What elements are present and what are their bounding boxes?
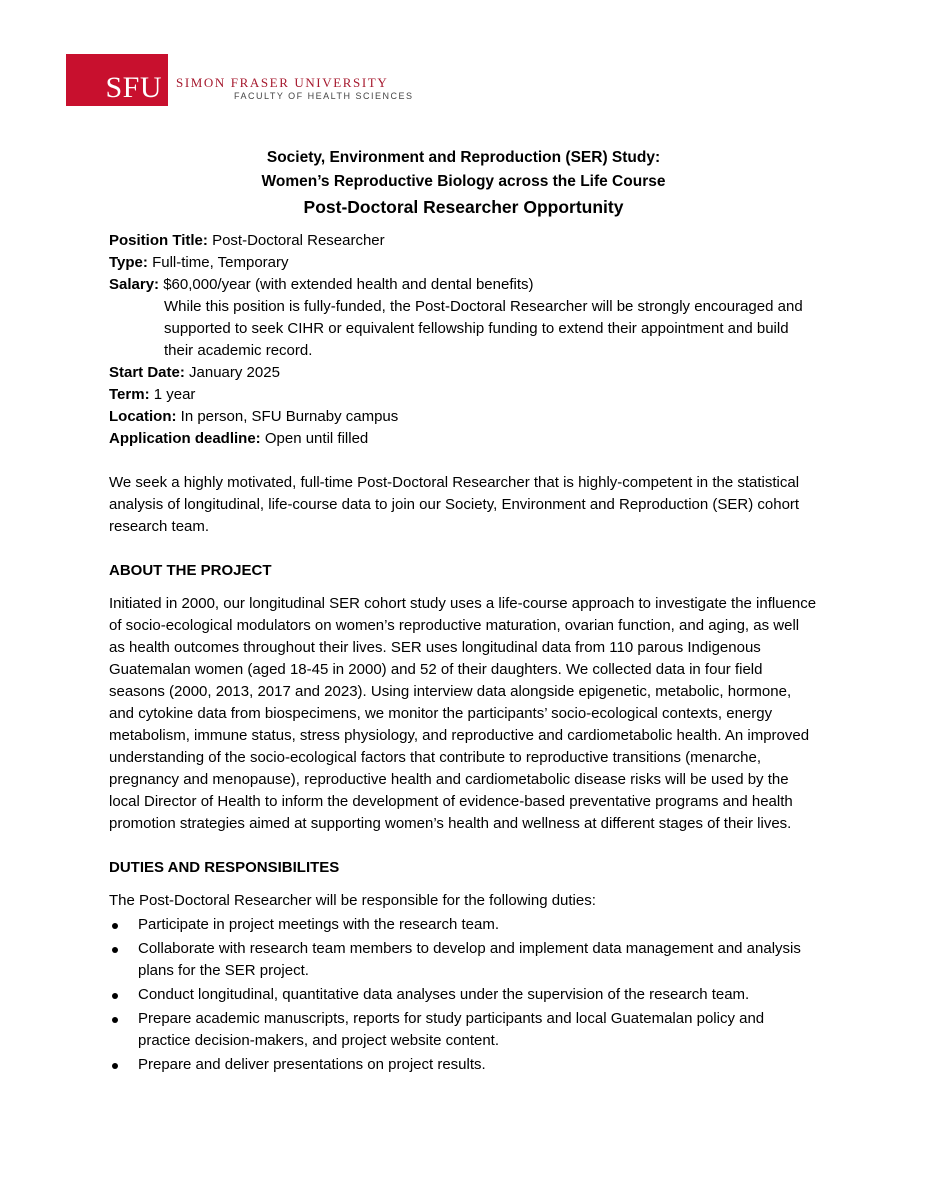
- detail-type: [109, 252, 819, 274]
- detail-label: Application deadline:: [109, 430, 261, 447]
- duties-list: [109, 914, 819, 1076]
- detail-value: Post-Doctoral Researcher: [207, 232, 385, 249]
- detail-deadline: [109, 428, 819, 450]
- project-paragraph: Initiated in 2000, our longitudinal SER cohort study uses a life-course approach to investigate the influence of socio-ecological modulators on women’s reproductive maturation, ovarian function, and aging, as well as health outcomes throughout their lives. SER uses longitudinal data from 110 parous Indigenous Guatemalan women (aged 18-45 in 2000) and 52 of their daughters. We collected data in four field seasons (2000, 2013, 2017 and 2023). Using interview data alongside epigenetic, metabolic, hormone, and cytokine data from biospecimens, we monitor the participants’ socio-ecological contexts, energy metabolism, immune status, stress physiology, and reproductive and cardiometabolic health. An improved understanding of the socio-ecological factors that contribute to reproductive transitions (menarche, pregnancy and menopause), reproductive health and cardiometabolic disease risks will be used by the local Director of Health to inform the development of evidence-based preventative programs and health promotion strategies aimed at supporting women’s health and wellness at different stages of their lives.: [109, 595, 817, 832]
- detail-value: $60,000/year (with extended health and dental benefits): [159, 276, 534, 293]
- detail-label: Term:: [109, 386, 150, 403]
- faculty-name: FACULTY OF HEALTH SCIENCES: [234, 90, 414, 101]
- title-line-2: Women’s Reproductive Biology across the Life Course: [261, 173, 666, 190]
- detail-salary: [109, 274, 819, 296]
- document-title: [0, 146, 927, 220]
- title-line-3: Post-Doctoral Researcher Opportunity: [303, 197, 624, 217]
- detail-value: 1 year: [149, 386, 196, 403]
- list-item: Collaborate with research team members to develop and implement data management and analysis plans for the SER project.: [109, 938, 819, 982]
- detail-value: Open until filled: [260, 430, 369, 447]
- list-item: Prepare academic manuscripts, reports for study participants and local Guatemalan policy and practice decision-makers, and project website content.: [109, 1008, 819, 1052]
- list-item: Prepare and deliver presentations on project results.: [109, 1054, 819, 1076]
- sfu-logo: [66, 54, 414, 106]
- logo-text: SFU: [105, 71, 162, 104]
- detail-label: Salary:: [109, 276, 160, 293]
- detail-label: Position Title:: [109, 232, 208, 249]
- duties-intro: The Post-Doctoral Researcher will be responsible for the following duties:: [109, 892, 596, 909]
- detail-label: Start Date:: [109, 364, 185, 381]
- detail-label: Location:: [109, 408, 177, 425]
- salary-note: While this position is fully-funded, the Post-Doctoral Researcher will be strongly encouraged and supported to seek CIHR or equivalent fellowship funding to extend their appointment and build their academic record.: [164, 298, 803, 359]
- duties-heading: DUTIES AND RESPONSIBILITES: [109, 859, 340, 876]
- title-line-1: Society, Environment and Reproduction (SER) Study:: [266, 149, 661, 166]
- list-item: Participate in project meetings with the research team.: [109, 914, 819, 936]
- detail-label: Type:: [109, 254, 148, 271]
- document-body: [109, 230, 819, 1076]
- logo-wordmark: [176, 59, 414, 102]
- detail-term: [109, 384, 819, 406]
- intro-paragraph: We seek a highly motivated, full-time Post-Doctoral Researcher that is highly-competent in the statistical analysis of longitudinal, life-course data to join our Society, Environment and Reproduction (SER) cohort research team.: [109, 474, 800, 535]
- detail-value: In person, SFU Burnaby campus: [176, 408, 399, 425]
- project-heading: ABOUT THE PROJECT: [109, 562, 272, 579]
- detail-start-date: [109, 362, 819, 384]
- detail-value: January 2025: [184, 364, 280, 381]
- logo-mark: [66, 54, 168, 106]
- detail-location: [109, 406, 819, 428]
- university-name: SIMON FRASER UNIVERSITY: [176, 74, 389, 90]
- detail-value: Full-time, Temporary: [147, 254, 289, 271]
- list-item: Conduct longitudinal, quantitative data analyses under the supervision of the research team.: [109, 984, 819, 1006]
- detail-position: [109, 230, 819, 252]
